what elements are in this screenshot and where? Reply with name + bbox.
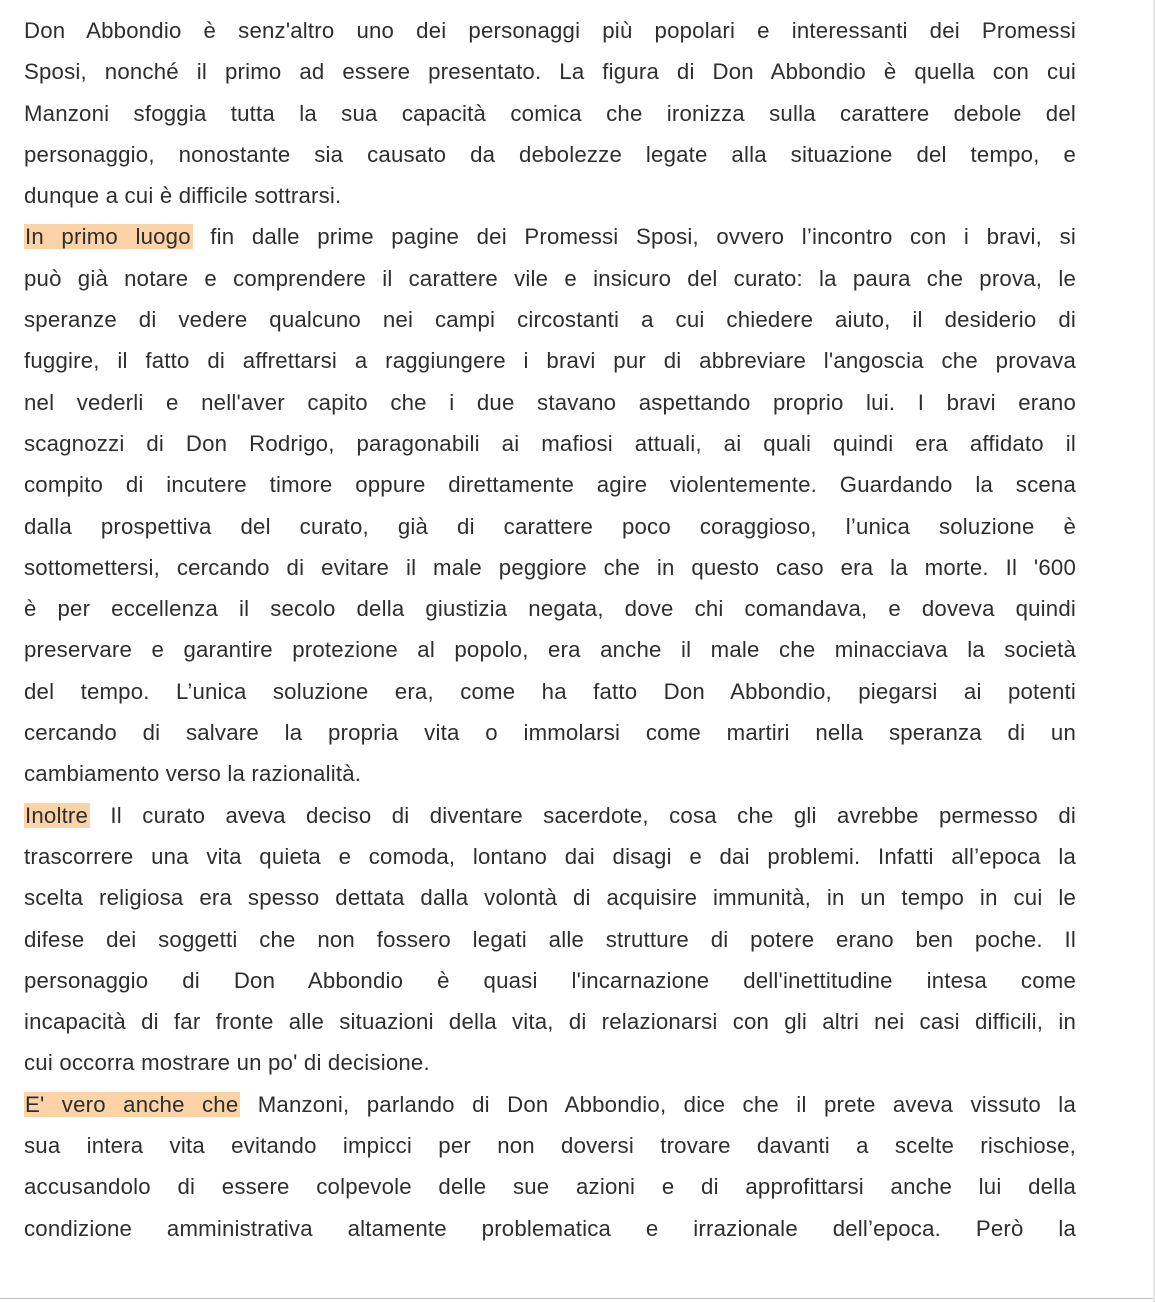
text-line: cercando di salvare la propria vita o immolarsi come martiri nella speranza di un bbox=[24, 720, 1076, 746]
text-line: Don Abbondio è senz'altro uno dei personaggi più popolari e interessanti dei Promessi bbox=[24, 18, 1076, 43]
text-line: accusandolo di essere colpevole delle sue azioni e di approfittarsi anche lui della bbox=[24, 1174, 1076, 1200]
text-line: Manzoni sfoggia tutta la sua capacità comica che ironizza sulla carattere debole del bbox=[24, 100, 1076, 126]
text-line: trascorrere una vita quieta e comoda, lontano dai disagi e dai problemi. Infatti all’epoca la bbox=[24, 843, 1076, 869]
text-line: sottomettersi, cercando di evitare il male peggiore che in questo caso era la morte. Il '600 bbox=[24, 554, 1076, 580]
text-line: scelta religiosa era spesso dettata dalla volontà di acquisire immunità, in un tempo in cui le bbox=[24, 885, 1076, 911]
text-line: cambiamento verso la razionalità. bbox=[24, 761, 362, 787]
text-line bbox=[24, 216, 1076, 257]
highlighted-phrase: Inoltre bbox=[25, 802, 89, 828]
paragraph-intro bbox=[24, 10, 1076, 216]
text-line: Sposi, nonché il primo ad essere presentato. La figura di Don Abbondio è quella con cui bbox=[24, 59, 1076, 85]
text-line: può già notare e comprendere il carattere vile e insicuro del curato: la paura che prova, le bbox=[24, 265, 1076, 291]
highlighted-phrase: E' vero anche che bbox=[25, 1091, 239, 1117]
text-line: personaggio di Don Abbondio è quasi l'incarnazione dell'inettitudine intesa come bbox=[24, 967, 1076, 993]
text-line: difese dei soggetti che non fossero legati alle strutture di potere erano ben poche. Il bbox=[24, 926, 1076, 952]
paragraph-inoltre bbox=[24, 795, 1076, 1084]
highlighted-phrase: In primo luogo bbox=[25, 224, 191, 250]
text-line: speranze di vedere qualcuno nei campi circostanti a cui chiedere aiuto, il desiderio di bbox=[24, 307, 1076, 333]
text-line bbox=[24, 1084, 1076, 1125]
text-line: del tempo. L’unica soluzione era, come ha fatto Don Abbondio, piegarsi ai potenti bbox=[24, 678, 1076, 704]
text-line-rest: Manzoni, parlando di Don Abbondio, dice che il prete aveva vissuto la bbox=[240, 1091, 1076, 1117]
text-line: incapacità di far fronte alle situazioni della vita, di relazionarsi con gli altri nei casi difficili, in bbox=[24, 1009, 1076, 1035]
text-line: scagnozzi di Don Rodrigo, paragonabili ai mafiosi attuali, ai quali quindi era affidato il bbox=[24, 430, 1076, 456]
text-line: dunque a cui è difficile sottrarsi. bbox=[24, 183, 342, 209]
text-line: preservare e garantire protezione al popolo, era anche il male che minacciava la società bbox=[24, 637, 1076, 663]
text-line: nel vederli e nell'aver capito che i due stavano aspettando proprio lui. I bravi erano bbox=[24, 389, 1076, 415]
text-line: è per eccellenza il secolo della giustizia negata, dove chi comandava, e doveva quindi bbox=[24, 596, 1076, 622]
document-page bbox=[24, 10, 1076, 1249]
text-line: fuggire, il fatto di affrettarsi a raggiungere i bravi pur di abbreviare l'angoscia che provava bbox=[24, 348, 1076, 374]
text-line: compito di incutere timore oppure direttamente agire violentemente. Guardando la scena bbox=[24, 472, 1076, 498]
text-line: cui occorra mostrare un po' di decisione. bbox=[24, 1050, 430, 1076]
text-line bbox=[24, 795, 1076, 836]
text-line: sua intera vita evitando impicci per non doversi trovare davanti a scelte rischiose, bbox=[24, 1133, 1076, 1159]
paragraph-in-primo-luogo bbox=[24, 216, 1076, 794]
text-line-rest: fin dalle prime pagine dei Promessi Sposi, ovvero l’incontro con i bravi, si bbox=[192, 224, 1076, 250]
text-line: condizione amministrativa altamente problematica e irrazionale dell’epoca. Però la bbox=[24, 1215, 1076, 1241]
text-line: personaggio, nonostante sia causato da debolezze legate alla situazione del tempo, e bbox=[24, 141, 1076, 167]
text-line: dalla prospettiva del curato, già di carattere poco coraggioso, l’unica soluzione è bbox=[24, 513, 1076, 539]
paragraph-e-vero-anche-che bbox=[24, 1084, 1076, 1249]
page-bottom-divider bbox=[0, 1298, 1155, 1299]
text-line-rest: Il curato aveva deciso di diventare sacerdote, cosa che gli avrebbe permesso di bbox=[90, 802, 1076, 828]
